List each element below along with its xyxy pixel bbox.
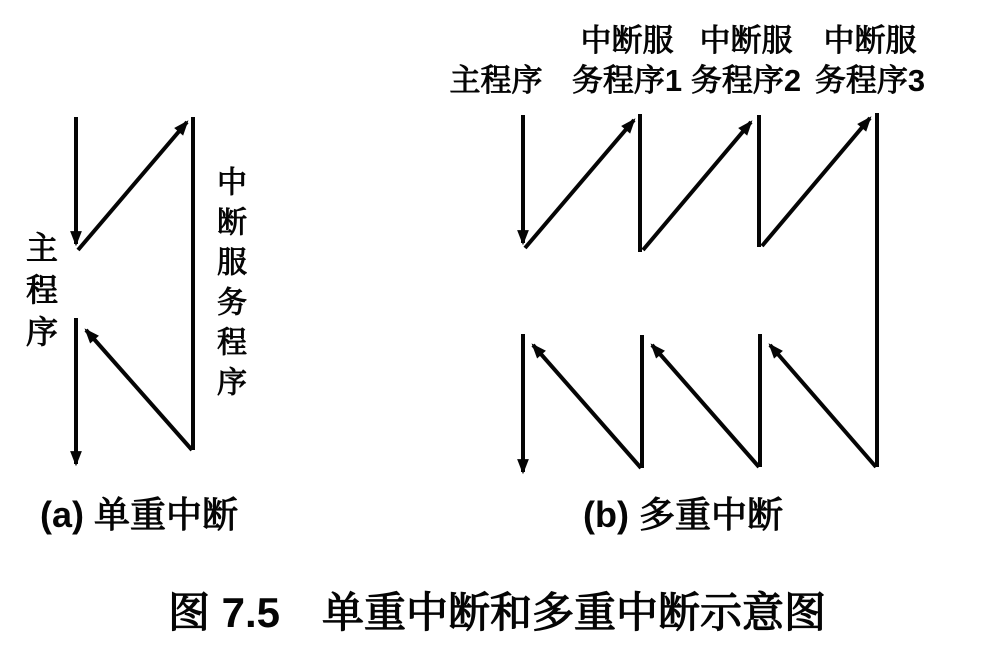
call-arrow-isr3 (762, 118, 870, 246)
label-isr1-b (572, 21, 682, 101)
label-isr2-line1: 中断服 (699, 23, 793, 58)
label-isr1-line1: 中断服 (580, 23, 674, 58)
panel-b-caption: (b) 多重中断 (583, 494, 783, 535)
label-isr2-line2: 务程序2 (690, 63, 802, 98)
figure-number: 图 7.5 (167, 589, 281, 636)
label-isr3-line1: 中断服 (823, 23, 917, 58)
label-main-program-b: 主程序 (449, 63, 543, 98)
return-arrow-isr3 (770, 345, 876, 467)
label-isr-a: 中断服务程序 (212, 166, 245, 406)
single-interrupt-zigzag (76, 117, 193, 464)
call-arrow-isr2 (643, 122, 751, 250)
interrupt-return-arrow-a (86, 330, 192, 450)
label-isr3-b (815, 21, 925, 101)
multi-interrupt-zigzag (523, 113, 877, 472)
panel-a-caption: (a) 单重中断 (40, 494, 239, 535)
return-arrow-isr1 (533, 345, 641, 468)
label-isr1-line2: 务程序1 (571, 63, 683, 98)
return-arrow-isr2 (652, 345, 759, 467)
interrupt-call-arrow-a (78, 122, 187, 250)
figure-caption (168, 580, 826, 640)
label-main-program-a: 主程序 (22, 231, 58, 357)
figure-title: 单重中断和多重中断示意图 (322, 589, 827, 636)
label-isr3-line2: 务程序3 (814, 63, 926, 98)
call-arrow-isr1 (525, 120, 634, 248)
label-isr2-b (691, 21, 801, 101)
